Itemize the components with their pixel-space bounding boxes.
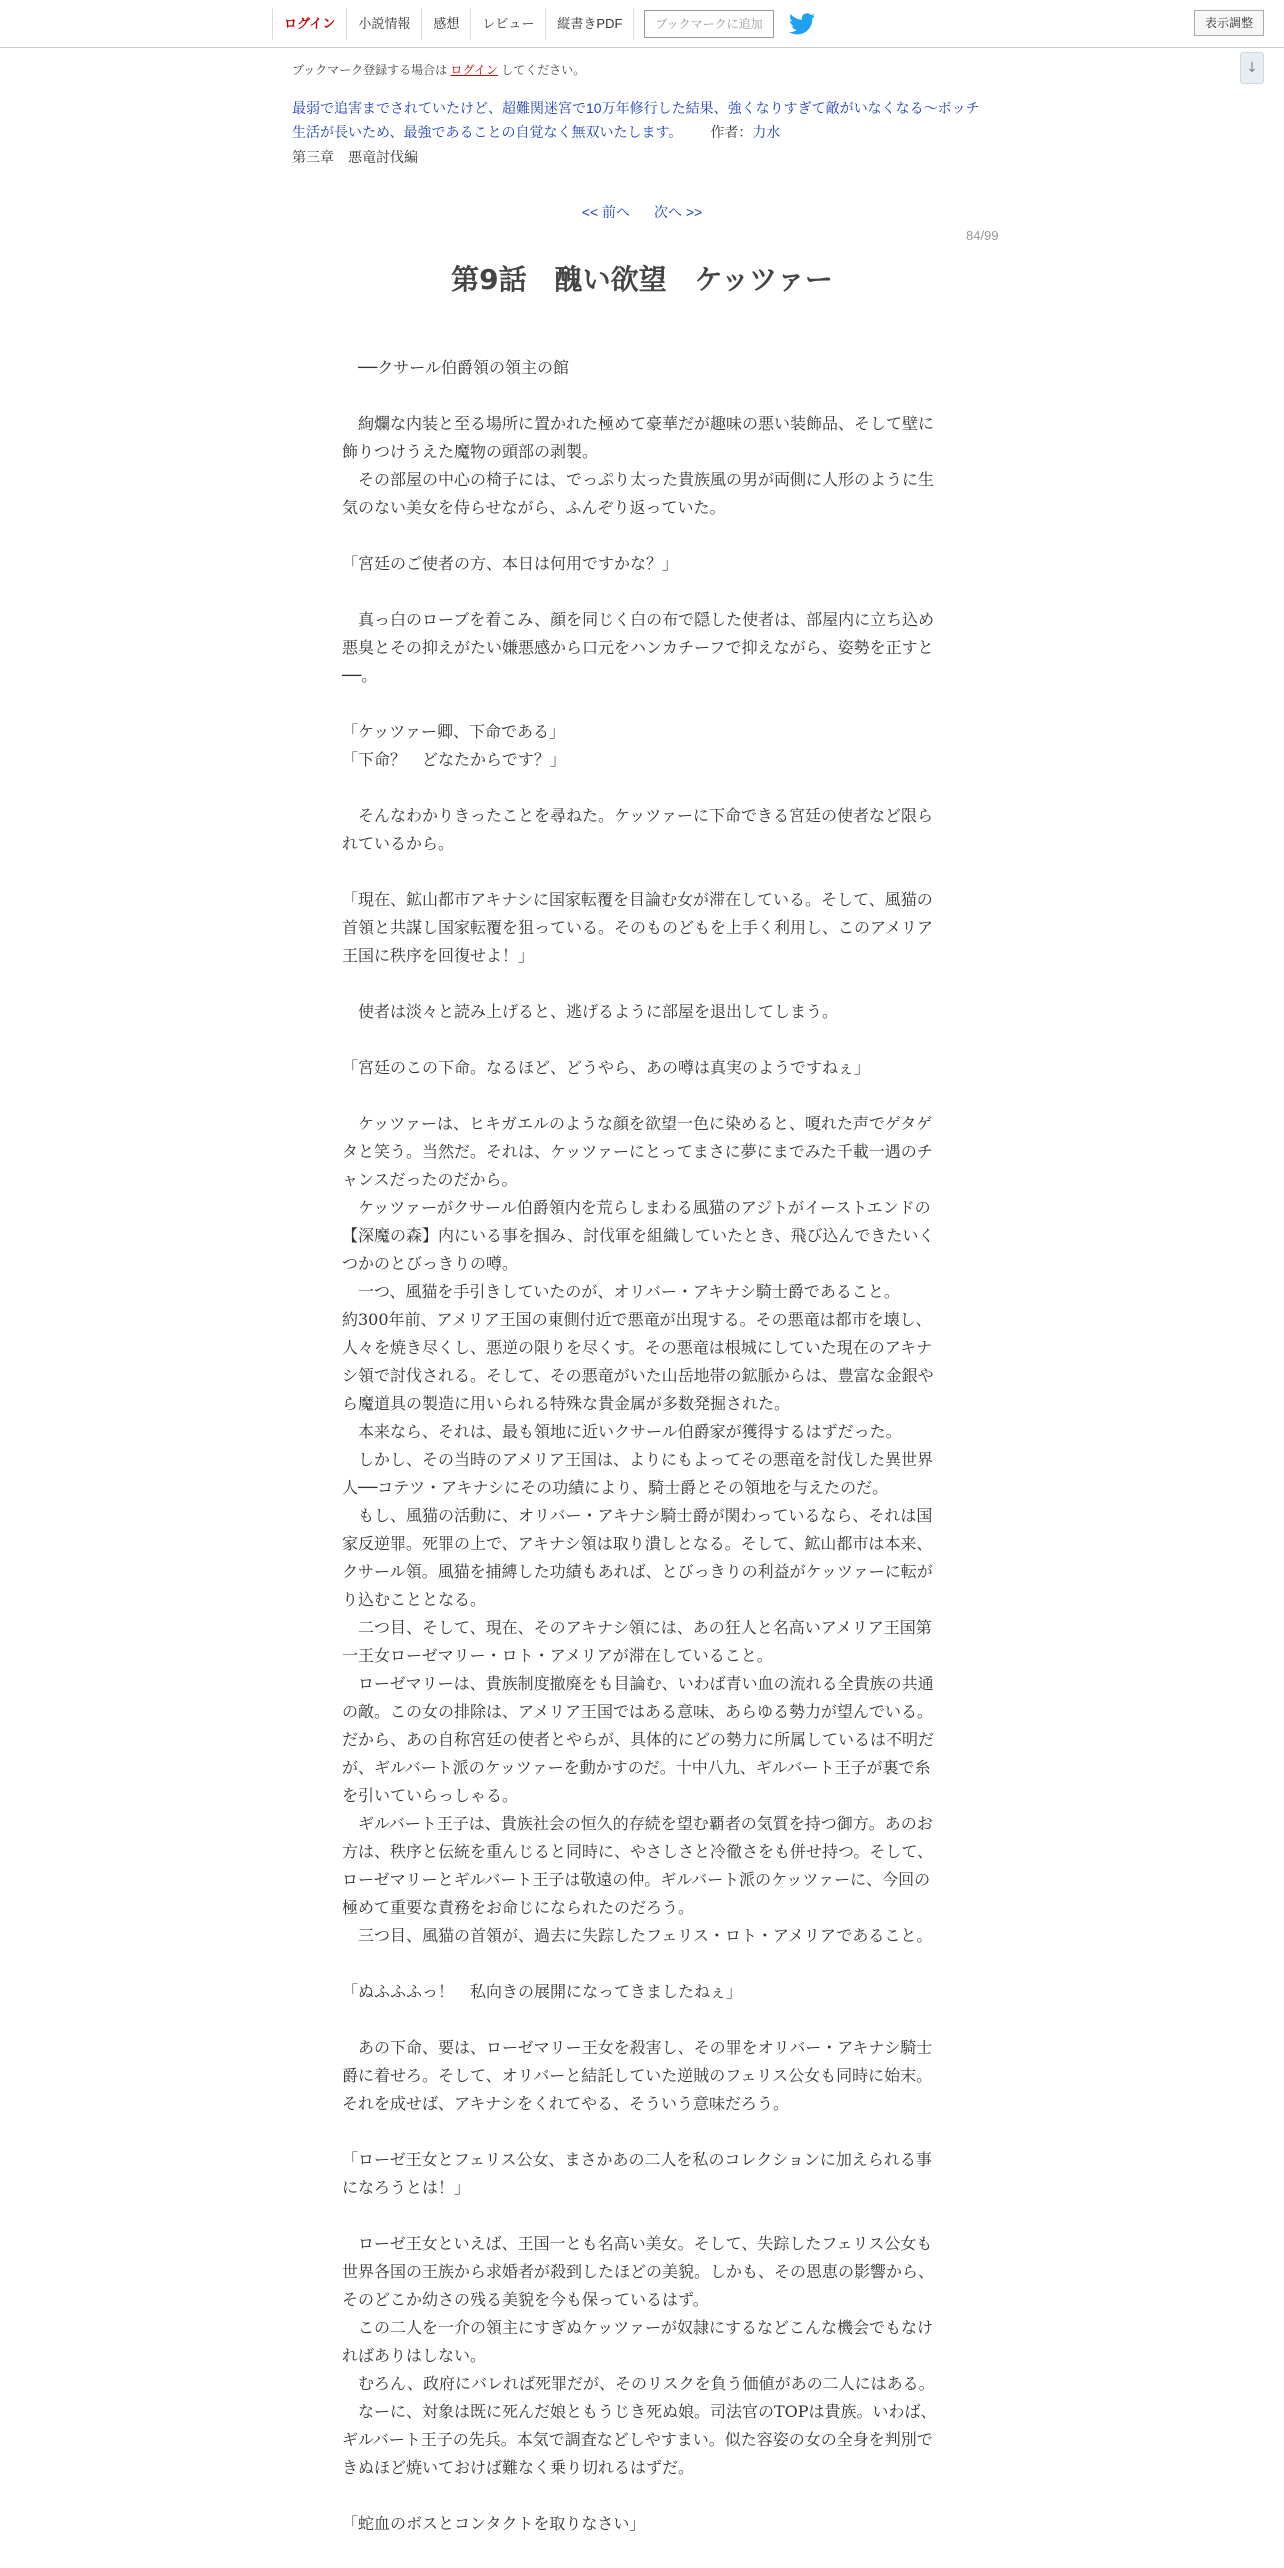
episode-pager [0,202,1284,222]
body-paragraph: 「ぬふふふっ！ 私向きの展開になってきましたねぇ」 [342,1982,743,2001]
next-episode-link[interactable]: 次へ >> [653,204,703,220]
body-paragraph: 約300年前、アメリア王国の東側付近で悪竜が出現する。その悪竜は都市を壊し、人々を焼き尽くし、悪逆の限りを尽くす。その悪竜は根城にしていた現在のアキナシ領で討伐される。そして、その悪竜がいた山岳地帯の鉱脈からは、豊富な金銀や ら魔道具の製造に用いられる特殊な貴金属が多数発掘された。 [342,1310,934,1413]
twitter-bird-icon [789,13,815,35]
blank-line [342,2118,942,2146]
body-paragraph: 「下命？ どなたからです？」 [342,750,566,769]
blank-line [342,970,942,998]
body-paragraph: 三つ目、風猫の首領が、過去に失踪したフェリス・ロト・アメリアであること。 [342,1926,933,1945]
notice-prefix: ブックマーク登録する場合は [292,63,448,77]
novel-title-line [292,96,992,144]
body-paragraph: ローゼ王女といえば、王国一とも名高い美女。そして、失踪したフェリス公女も世界各国の王族から求婚者が殺到したほどの美貌。しかも、その恩恵の影響から、そのどこか幼さの残る美貌を今も保っているはず。 [342,2234,935,2309]
login-link[interactable]: ログイン [272,8,346,40]
blank-line [342,774,942,802]
novel-info [292,62,1000,168]
body-paragraph: 真っ白のローブを着こみ、顔を同じく白の布で隠した使者は、部屋内に立ち込め悪臭とその抑えがたい嫌悪感から口元をハンカチーフで抑えながら、姿勢を正すと──。 [342,610,935,685]
body-paragraph: むろん、政府にバレれば死罪だが、そのリスクを負う価値があの二人にはある。 [342,2374,935,2393]
body-paragraph: 絢爛な内装と至る場所に置かれた極めて豪華だが趣味の悪い装飾品、そして壁に飾りつけうえた魔物の頭部の剥製。 [342,414,935,461]
body-paragraph: ケッツァーがクサール伯爵領内を荒らしまわる風猫のアジトがイーストエンドの【深魔の森】内にいる事を掴み、討伐軍を組織していたとき、飛び込んできたいくつかのとびっきりの噂。 [342,1198,935,1273]
body-paragraph: その部屋の中心の椅子には、でっぷり太った貴族風の男が両側に人形のように生気のない美女を侍らせながら、ふんぞり返っていた。 [342,470,935,517]
header-nav [272,8,816,40]
add-bookmark-button[interactable]: ブックマークに追加 [644,10,773,38]
body-paragraph: 二つ目、そして、現在、そのアキナシ領には、あの狂人と名高いアメリア王国第一王女ローゼマリー・ロト・アメリアが滞在していること。 [342,1618,932,1665]
blank-line [342,2006,942,2034]
notice-login-link[interactable]: ログイン [450,63,498,77]
blank-line [342,1950,942,1978]
twitter-icon[interactable] [788,10,816,38]
body-paragraph: 「宮廷のこの下命。なるほど、どうやら、あの噂は真実のようですねぇ」 [342,1058,871,1077]
prev-episode-link[interactable]: << 前へ [581,204,631,220]
body-paragraph: そんなわかりきったことを尋ねた。ケッツァーに下命できる宮廷の使者など限られているから。 [342,806,934,853]
body-paragraph: もし、風猫の活動に、オリバー・アキナシ騎士爵が関わっているなら、それは国家反逆罪。死罪の上で、アキナシ領は取り潰しとなる。そして、鉱山都市は本来、クサール領。風猫を捕縛した功績もあれば、とびっきりの利益がケッツァーに転がり込むこととなる。 [342,1506,933,1609]
vertical-pdf-link[interactable]: 縦書きPDF [545,8,634,40]
author-label: 作者： [710,124,753,140]
body-paragraph: しかし、その当時のアメリア王国は、よりにもよってその悪竜を討伐した異世界人──コテツ・アキナシにその功績により、騎士爵とその領地を与えたのだ。 [342,1450,934,1497]
blank-line [342,382,942,410]
author-link[interactable]: 力水 [752,124,781,140]
review-link[interactable]: レビュー [470,8,545,40]
body-paragraph: 本来なら、それは、最も領地に近いクサール伯爵家が獲得するはずだった。 [342,1422,902,1441]
novel-info-link[interactable]: 小説情報 [346,8,421,40]
blank-line [342,2202,942,2230]
episode-title: 第9話 醜い欲望 ケッツァー [451,263,833,296]
bookmark-notice [292,62,1000,78]
body-paragraph: 「現在、鉱山都市アキナシに国家転覆を目論む女が滞在している。そして、風猫の首領と共謀し国家転覆を狙っている。そのものどもを上手く利用し、このアメリア王国に秩序を回復せよ！」 [342,890,934,965]
body-paragraph: ギルバート王子は、貴族社会の恒久的存続を望む覇者の気質を持つ御方。あのお方は、秩序と伝統を重んじると同時に、やさしさと冷徹さをも併せ持つ。そして、ローゼマリーとギルバート王子は敬遠の仲。ギルバート派のケッツァーに、今回の極めて重要な責務をお命じになられたのだろう。 [342,1814,934,1917]
blank-line [342,2482,942,2510]
blank-line [342,1026,942,1054]
body-paragraph: 一つ、風猫を手引きしていたのが、オリバー・アキナシ騎士爵であること。 [342,1282,900,1301]
display-settings-button[interactable]: 表示調整 [1194,10,1264,36]
blank-line [342,1082,942,1110]
episode-counter: 84/99 [966,228,999,243]
blank-line [342,690,942,718]
body-paragraph: この二人を一介の領主にすぎぬケッツァーが奴隷にするなどこんな機会でもなければありはしない。 [342,2318,934,2365]
body-paragraph: ローゼマリーは、貴族制度撤廃をも目論む、いわば青い血の流れる全貴族の共通の敵。この女の排除は、アメリア王国ではある意味、あらゆる勢力が望んでいる。だから、あの自称宮廷の使者とやらが、具体的にどの勢力に所属しているは不明だが、ギルバート派のケッツァーを動かすのだ。十中八九、ギルバート王子が裏で糸を引いていらっしゃる。 [342,1674,935,1805]
impressions-link[interactable]: 感想 [421,8,470,40]
scroll-down-button[interactable]: ↓ [1240,52,1264,84]
blank-line [342,578,942,606]
notice-suffix: してください。 [501,63,586,77]
body-paragraph: 「蛇血のボスとコンタクトを取りなさい」 [342,2514,646,2533]
blank-line [342,858,942,886]
body-paragraph: あの下命、要は、ローゼマリー王女を殺害し、その罪をオリバー・アキナシ騎士爵に着せろ。そして、オリバーと結託していた逆賊のフェリス公女も同時に始末。それを成せば、アキナシをくれてやる、そういう意味だろう。 [342,2038,933,2113]
body-paragraph: 「宮廷のご使者の方、本日は何用ですかな？」 [342,554,679,573]
blank-line [342,522,942,550]
body-paragraph: 使者は淡々と読み上げると、逃げるように部屋を退出してしまう。 [342,1002,839,1021]
body-paragraph: 「ローゼ王女とフェリス公女、まさかあの二人を私のコレクションに加えられる事になろうとは！」 [342,2150,932,2197]
body-paragraph: なーに、対象は既に死んだ娘ともうじき死ぬ娘。司法官のTOPは貴族。いわば、ギルバート王子の先兵。本気で調査などしやすまい。似た容姿の女の全身を判別できぬほど焼いておけば難なく乗り切れるはずだ。 [342,2402,937,2477]
body-paragraph: 「ケッツァー卿、下命である」 [342,722,566,741]
episode-body [342,354,942,2538]
body-paragraph: ケッツァーは、ヒキガエルのような顔を欲望一色に染めると、嗄れた声でゲタゲタと笑う。当然だ。それは、ケッツァーにとってまさに夢にまでみた千載一遇のチャンスだったのだから。 [342,1114,933,1189]
top-header [0,0,1284,48]
body-paragraph: ──クサール伯爵領の領主の館 [342,358,569,377]
novel-title-link[interactable]: 最弱で追害までされていたけど、超難関迷宮で10万年修行した結果、強くなりすぎて敵がいなくなる～ボッチ生活が長いため、最強であることの自覚なく無双いたします。 [292,100,980,140]
chapter-title: 第三章 悪竜討伐編 [292,149,418,165]
